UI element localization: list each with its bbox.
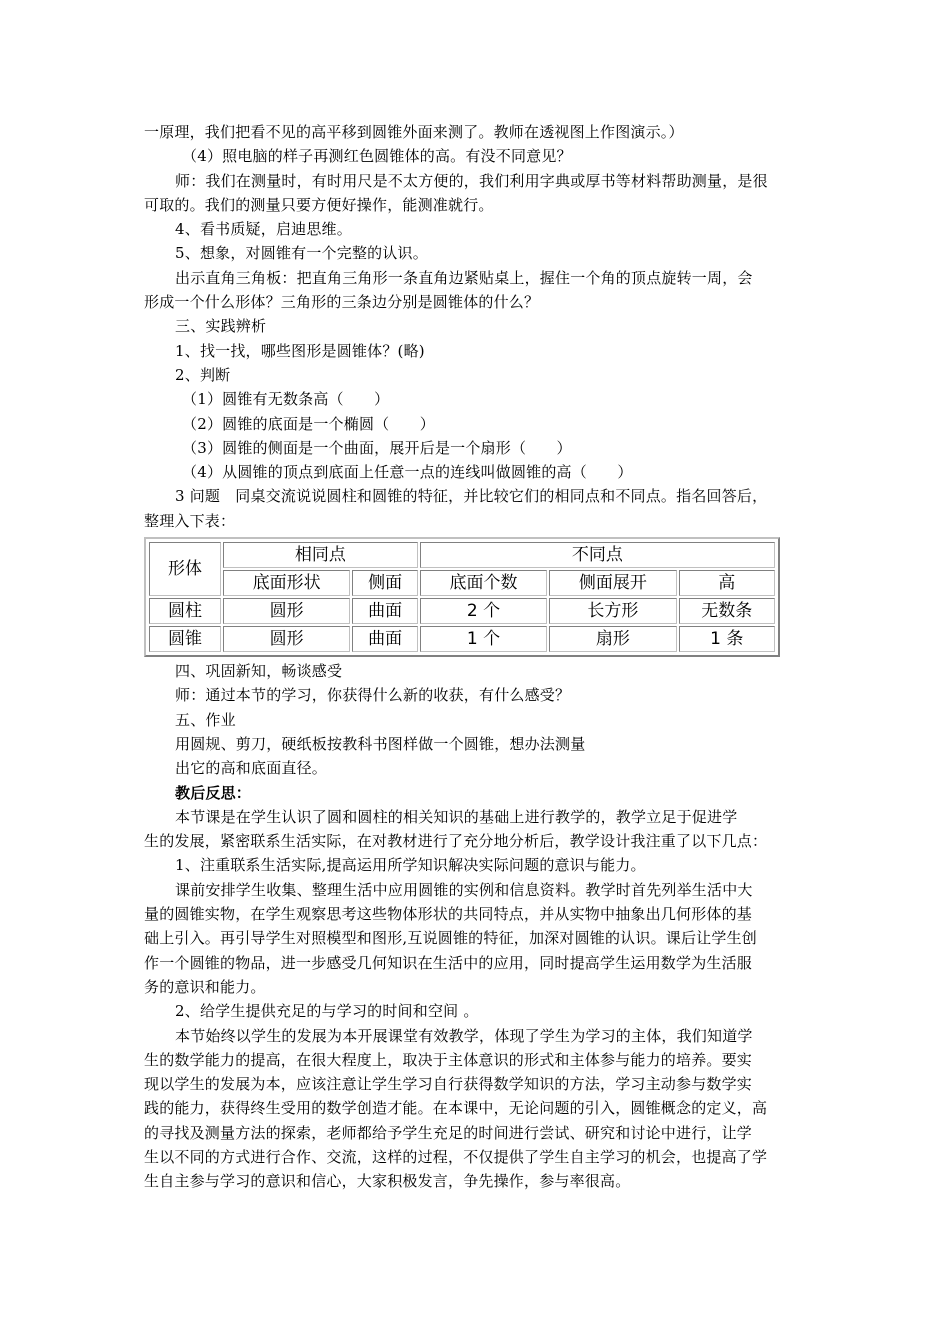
table-cell: 1 个 [420,626,547,652]
table-subheader: 底面形状 [223,570,350,596]
table-subheader: 侧面 [352,570,417,596]
text-line: 础上引入。再引导学生对照模型和图形,互说圆锥的特征，加深对圆锥的认识。课后让学生创 [144,929,757,948]
table-cell: 曲面 [352,626,417,652]
table-subheader: 高 [679,570,775,596]
lesson-text-upper [144,120,810,533]
text-line: 5、想象，对圆锥有一个完整的认识。 [175,244,428,263]
text-line: 出它的高和底面直径。 [175,759,328,778]
lesson-text-lower [144,659,810,1194]
text-line: 一原理，我们把看不见的高平移到圆锥外面来测了。教师在透视图上作图演示。） [144,123,684,141]
table-row [149,598,775,624]
table-cell: 圆形 [223,626,350,652]
table-subheader-row [149,570,775,596]
text-line: 务的意识和能力。 [144,977,266,996]
table-group-same: 相同点 [223,542,418,568]
text-line: 1、注重联系生活实际,提高运用所学知识解决实际问题的意识与能力。 [175,856,646,875]
text-line: 四、巩固新知，畅谈感受 [175,662,343,681]
table-group-diff: 不同点 [420,542,775,568]
table-row-name: 圆锥 [149,626,221,652]
table-subheader: 侧面展开 [549,570,676,596]
text-line: 1、找一找，哪些图形是圆锥体？(略) [175,341,425,360]
text-line: 用圆规、剪刀，硬纸板按教科书图样做一个圆锥，想办法测量 [175,734,586,753]
text-line: 整理入下表： [144,511,236,530]
text-line: 生的数学能力的提高，在很大程度上，取决于主体意识的形式和主体参与能力的培养。要实 [144,1050,753,1069]
document-page [144,120,810,1194]
table-cell: 1 条 [679,626,775,652]
text-line: 3 问题 同桌交流说说圆柱和圆锥的特征，并比较它们的相同点和不同点。指名回答后， [175,487,768,506]
text-line: 2、给学生提供充足的与学习的时间和空间 。 [175,1002,479,1021]
table-cell: 长方形 [549,598,676,624]
text-line: 本节始终以学生的发展为本开展课堂有效教学，体现了学生为学习的主体，我们知道学 [175,1026,753,1045]
table-row-name: 圆柱 [149,598,221,624]
text-line: 可取的。我们的测量只要方便好操作，能测准就行。 [144,195,494,214]
text-line: 生的发展，紧密联系生活实际，在对教材进行了充分地分析后，教学设计我注重了以下几点： [144,832,768,851]
text-line: （4）从圆锥的顶点到底面上任意一点的连线叫做圆锥的高（ ） [182,463,633,482]
text-line: 2、判断 [175,365,231,384]
text-line: 出示直角三角板：把直角三角形一条直角边紧贴桌上，握住一个角的顶点旋转一周，会 [175,268,753,287]
table-cell: 圆形 [223,598,350,624]
text-line: 师：我们在测量时，有时用尺是不太方便的，我们利用字典或厚书等材料帮助测量，是很 [175,171,768,190]
text-line: 现以学生的发展为本，应该注意让学生学习自行获得数学知识的方法，学习主动参与数学实 [144,1075,753,1094]
text-line: 五、作业 [175,710,236,729]
text-line: 课前安排学生收集、整理生活中应用圆锥的实例和信息资料。教学时首先列举生活中大 [175,880,753,899]
table-cell: 曲面 [352,598,417,624]
text-line: 作一个圆锥的物品，进一步感受几何知识在生活中的应用，同时提高学生运用数学为生活服 [144,953,753,972]
text-line: 量的圆锥实物，在学生观察思考这些物体形状的共同特点，并从实物中抽象出几何形体的基 [144,905,753,924]
text-line: 三、实践辨析 [175,317,267,336]
table-subheader: 底面个数 [420,570,547,596]
text-line: （2）圆锥的底面是一个椭圆（ ） [182,414,435,433]
table-row [149,626,775,652]
text-line: 4、看书质疑，启迪思维。 [175,220,352,239]
text-line: 形成一个什么形体？三角形的三条边分别是圆锥体的什么？ [144,293,540,312]
section-heading: 教后反思： [175,783,252,802]
text-line: 生以不同的方式进行合作、交流，这样的过程，不仅提供了学生自主学习的机会，也提高了学 [144,1147,768,1166]
text-line: 师：通过本节的学习，你获得什么新的收获，有什么感受？ [175,686,571,705]
table-cell: 扇形 [549,626,676,652]
text-line: 践的能力，获得终生受用的数学创造才能。在本课中，无论问题的引入，圆锥概念的定义，高 [144,1099,768,1118]
text-line: 本节课是在学生认识了圆和圆柱的相关知识的基础上进行教学的，教学立足于促进学 [175,807,738,826]
table-corner-cell: 形体 [149,542,221,596]
text-line: （1）圆锥有无数条高（ ） [182,390,390,409]
comparison-table [147,540,777,654]
text-line: 的寻找及测量方法的探索，老师都给予学生充足的时间进行尝试、研究和讨论中进行，让学 [144,1123,753,1142]
text-line: （4）照电脑的样子再测红色圆锥体的高。有没不同意见？ [182,147,572,166]
text-line: 生自主参与学习的意识和信心，大家积极发言，争先操作，参与率很高。 [144,1172,631,1191]
table-cell: 2 个 [420,598,547,624]
table-cell: 无数条 [679,598,775,624]
comparison-table-frame [144,537,780,657]
text-line: （3）圆锥的侧面是一个曲面，展开后是一个扇形（ ） [182,438,572,457]
table-header-row [149,542,775,568]
